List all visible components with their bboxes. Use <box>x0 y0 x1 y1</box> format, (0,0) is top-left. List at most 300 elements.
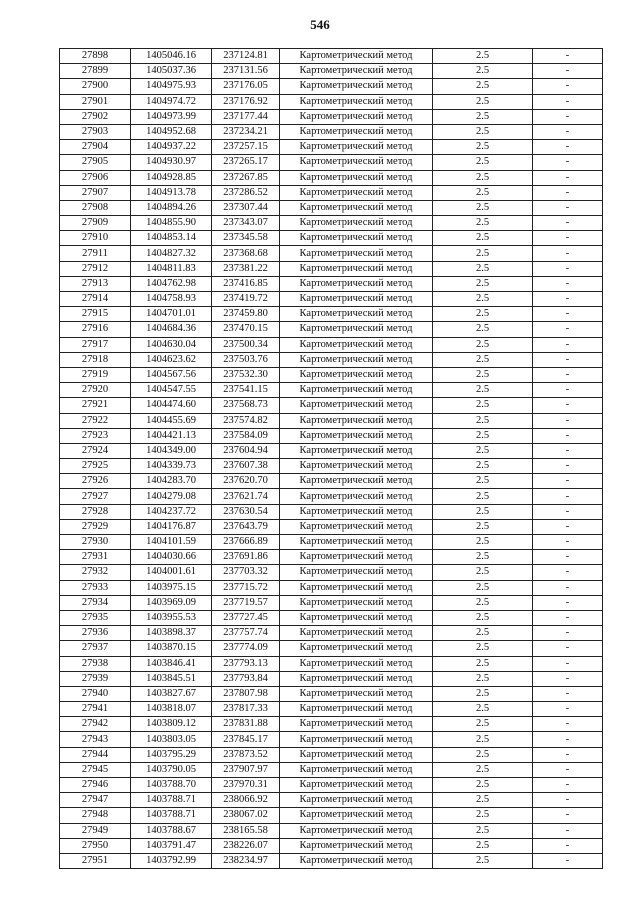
x-coordinate-cell: 1403788.71 <box>131 808 212 823</box>
table-row <box>60 170 603 185</box>
point-number-cell: 27936 <box>60 626 131 641</box>
point-number-cell: 27923 <box>60 428 131 443</box>
method-cell: Картометрический метод <box>280 838 433 853</box>
table-row <box>60 459 603 474</box>
y-coordinate-cell: 237907.97 <box>212 762 280 777</box>
x-coordinate-cell: 1404952.68 <box>131 124 212 139</box>
point-number-cell: 27903 <box>60 124 131 139</box>
y-coordinate-cell: 237176.05 <box>212 79 280 94</box>
x-coordinate-cell: 1403792.99 <box>131 853 212 868</box>
table-row <box>60 793 603 808</box>
table-row <box>60 580 603 595</box>
y-coordinate-cell: 237719.57 <box>212 595 280 610</box>
table-row <box>60 808 603 823</box>
method-cell: Картометрический метод <box>280 246 433 261</box>
method-cell: Картометрический метод <box>280 398 433 413</box>
table-row <box>60 732 603 747</box>
point-number-cell: 27916 <box>60 322 131 337</box>
y-coordinate-cell: 237343.07 <box>212 216 280 231</box>
y-coordinate-cell: 237286.52 <box>212 185 280 200</box>
extra-cell: - <box>533 504 603 519</box>
y-coordinate-cell: 237345.58 <box>212 231 280 246</box>
y-coordinate-cell: 238165.58 <box>212 823 280 838</box>
table-row <box>60 185 603 200</box>
x-coordinate-cell: 1404894.26 <box>131 200 212 215</box>
x-coordinate-cell: 1404937.22 <box>131 140 212 155</box>
precision-cell: 2.5 <box>433 793 533 808</box>
extra-cell: - <box>533 474 603 489</box>
extra-cell: - <box>533 231 603 246</box>
precision-cell: 2.5 <box>433 747 533 762</box>
extra-cell: - <box>533 686 603 701</box>
method-cell: Картометрический метод <box>280 109 433 124</box>
precision-cell: 2.5 <box>433 519 533 534</box>
y-coordinate-cell: 237793.84 <box>212 671 280 686</box>
page-number: 546 <box>310 17 330 32</box>
extra-cell: - <box>533 185 603 200</box>
extra-cell: - <box>533 671 603 686</box>
table-row <box>60 246 603 261</box>
table-row <box>60 94 603 109</box>
point-number-cell: 27937 <box>60 641 131 656</box>
precision-cell: 2.5 <box>433 489 533 504</box>
table-row <box>60 838 603 853</box>
extra-cell: - <box>533 853 603 868</box>
extra-cell: - <box>533 489 603 504</box>
precision-cell: 2.5 <box>433 170 533 185</box>
x-coordinate-cell: 1404811.83 <box>131 261 212 276</box>
extra-cell: - <box>533 155 603 170</box>
x-coordinate-cell: 1404974.72 <box>131 94 212 109</box>
precision-cell: 2.5 <box>433 200 533 215</box>
precision-cell: 2.5 <box>433 109 533 124</box>
table-row <box>60 155 603 170</box>
precision-cell: 2.5 <box>433 565 533 580</box>
extra-cell: - <box>533 702 603 717</box>
table-row <box>60 610 603 625</box>
table-row <box>60 109 603 124</box>
x-coordinate-cell: 1403898.37 <box>131 626 212 641</box>
point-number-cell: 27933 <box>60 580 131 595</box>
method-cell: Картометрический метод <box>280 459 433 474</box>
y-coordinate-cell: 237584.09 <box>212 428 280 443</box>
point-number-cell: 27927 <box>60 489 131 504</box>
y-coordinate-cell: 237368.68 <box>212 246 280 261</box>
table-row <box>60 383 603 398</box>
method-cell: Картометрический метод <box>280 261 433 276</box>
extra-cell: - <box>533 398 603 413</box>
x-coordinate-cell: 1404853.14 <box>131 231 212 246</box>
extra-cell: - <box>533 246 603 261</box>
extra-cell: - <box>533 124 603 139</box>
table-row <box>60 626 603 641</box>
precision-cell: 2.5 <box>433 732 533 747</box>
extra-cell: - <box>533 216 603 231</box>
method-cell: Картометрический метод <box>280 140 433 155</box>
precision-cell: 2.5 <box>433 626 533 641</box>
x-coordinate-cell: 1403788.70 <box>131 778 212 793</box>
precision-cell: 2.5 <box>433 474 533 489</box>
precision-cell: 2.5 <box>433 64 533 79</box>
extra-cell: - <box>533 94 603 109</box>
x-coordinate-cell: 1404567.56 <box>131 367 212 382</box>
precision-cell: 2.5 <box>433 702 533 717</box>
precision-cell: 2.5 <box>433 261 533 276</box>
extra-cell: - <box>533 823 603 838</box>
precision-cell: 2.5 <box>433 610 533 625</box>
method-cell: Картометрический метод <box>280 307 433 322</box>
precision-cell: 2.5 <box>433 671 533 686</box>
point-number-cell: 27912 <box>60 261 131 276</box>
table-row <box>60 231 603 246</box>
x-coordinate-cell: 1404001.61 <box>131 565 212 580</box>
y-coordinate-cell: 237774.09 <box>212 641 280 656</box>
x-coordinate-cell: 1403803.05 <box>131 732 212 747</box>
table-row <box>60 778 603 793</box>
precision-cell: 2.5 <box>433 140 533 155</box>
y-coordinate-cell: 237381.22 <box>212 261 280 276</box>
point-number-cell: 27929 <box>60 519 131 534</box>
extra-cell: - <box>533 459 603 474</box>
precision-cell: 2.5 <box>433 367 533 382</box>
x-coordinate-cell: 1404855.90 <box>131 216 212 231</box>
precision-cell: 2.5 <box>433 49 533 64</box>
point-number-cell: 27910 <box>60 231 131 246</box>
extra-cell: - <box>533 322 603 337</box>
y-coordinate-cell: 237541.15 <box>212 383 280 398</box>
extra-cell: - <box>533 200 603 215</box>
x-coordinate-cell: 1404283.70 <box>131 474 212 489</box>
table-row <box>60 322 603 337</box>
table-row <box>60 79 603 94</box>
method-cell: Картометрический метод <box>280 762 433 777</box>
x-coordinate-cell: 1404827.32 <box>131 246 212 261</box>
method-cell: Картометрический метод <box>280 717 433 732</box>
point-number-cell: 27943 <box>60 732 131 747</box>
x-coordinate-cell: 1403827.67 <box>131 686 212 701</box>
point-number-cell: 27899 <box>60 64 131 79</box>
table-row <box>60 443 603 458</box>
method-cell: Картометрический метод <box>280 94 433 109</box>
precision-cell: 2.5 <box>433 124 533 139</box>
point-number-cell: 27906 <box>60 170 131 185</box>
precision-cell: 2.5 <box>433 352 533 367</box>
point-number-cell: 27940 <box>60 686 131 701</box>
x-coordinate-cell: 1404913.78 <box>131 185 212 200</box>
x-coordinate-cell: 1404101.59 <box>131 535 212 550</box>
precision-cell: 2.5 <box>433 504 533 519</box>
x-coordinate-cell: 1403795.29 <box>131 747 212 762</box>
method-cell: Картометрический метод <box>280 367 433 382</box>
x-coordinate-cell: 1404975.93 <box>131 79 212 94</box>
extra-cell: - <box>533 292 603 307</box>
point-number-cell: 27938 <box>60 656 131 671</box>
point-number-cell: 27941 <box>60 702 131 717</box>
y-coordinate-cell: 237416.85 <box>212 276 280 291</box>
y-coordinate-cell: 238067.02 <box>212 808 280 823</box>
x-coordinate-cell: 1404421.13 <box>131 428 212 443</box>
x-coordinate-cell: 1404701.01 <box>131 307 212 322</box>
table-row <box>60 535 603 550</box>
x-coordinate-cell: 1403818.07 <box>131 702 212 717</box>
method-cell: Картометрический метод <box>280 474 433 489</box>
point-number-cell: 27931 <box>60 550 131 565</box>
method-cell: Картометрический метод <box>280 641 433 656</box>
table-row <box>60 49 603 64</box>
point-number-cell: 27902 <box>60 109 131 124</box>
extra-cell: - <box>533 778 603 793</box>
precision-cell: 2.5 <box>433 292 533 307</box>
extra-cell: - <box>533 535 603 550</box>
table-row <box>60 337 603 352</box>
precision-cell: 2.5 <box>433 231 533 246</box>
method-cell: Картометрический метод <box>280 656 433 671</box>
x-coordinate-cell: 1403845.51 <box>131 671 212 686</box>
method-cell: Картометрический метод <box>280 535 433 550</box>
method-cell: Картометрический метод <box>280 793 433 808</box>
y-coordinate-cell: 237831.88 <box>212 717 280 732</box>
method-cell: Картометрический метод <box>280 352 433 367</box>
y-coordinate-cell: 237307.44 <box>212 200 280 215</box>
y-coordinate-cell: 237459.80 <box>212 307 280 322</box>
table-row <box>60 686 603 701</box>
precision-cell: 2.5 <box>433 94 533 109</box>
point-number-cell: 27900 <box>60 79 131 94</box>
x-coordinate-cell: 1404758.93 <box>131 292 212 307</box>
x-coordinate-cell: 1404973.99 <box>131 109 212 124</box>
point-number-cell: 27950 <box>60 838 131 853</box>
method-cell: Картометрический метод <box>280 671 433 686</box>
x-coordinate-cell: 1403969.09 <box>131 595 212 610</box>
extra-cell: - <box>533 443 603 458</box>
extra-cell: - <box>533 808 603 823</box>
method-cell: Картометрический метод <box>280 595 433 610</box>
method-cell: Картометрический метод <box>280 626 433 641</box>
method-cell: Картометрический метод <box>280 124 433 139</box>
extra-cell: - <box>533 352 603 367</box>
point-number-cell: 27932 <box>60 565 131 580</box>
point-number-cell: 27915 <box>60 307 131 322</box>
point-number-cell: 27904 <box>60 140 131 155</box>
method-cell: Картометрический метод <box>280 686 433 701</box>
table-row <box>60 747 603 762</box>
method-cell: Картометрический метод <box>280 155 433 170</box>
precision-cell: 2.5 <box>433 337 533 352</box>
y-coordinate-cell: 237604.94 <box>212 443 280 458</box>
extra-cell: - <box>533 519 603 534</box>
y-coordinate-cell: 237470.15 <box>212 322 280 337</box>
x-coordinate-cell: 1404762.98 <box>131 276 212 291</box>
table-row <box>60 276 603 291</box>
y-coordinate-cell: 237715.72 <box>212 580 280 595</box>
point-number-cell: 27935 <box>60 610 131 625</box>
table-row <box>60 519 603 534</box>
y-coordinate-cell: 237532.30 <box>212 367 280 382</box>
extra-cell: - <box>533 109 603 124</box>
y-coordinate-cell: 237503.76 <box>212 352 280 367</box>
precision-cell: 2.5 <box>433 413 533 428</box>
point-number-cell: 27949 <box>60 823 131 838</box>
table-row <box>60 413 603 428</box>
y-coordinate-cell: 238234.97 <box>212 853 280 868</box>
y-coordinate-cell: 237265.17 <box>212 155 280 170</box>
extra-cell: - <box>533 747 603 762</box>
x-coordinate-cell: 1404339.73 <box>131 459 212 474</box>
table-row <box>60 261 603 276</box>
x-coordinate-cell: 1404455.69 <box>131 413 212 428</box>
x-coordinate-cell: 1404176.87 <box>131 519 212 534</box>
extra-cell: - <box>533 337 603 352</box>
table-row <box>60 140 603 155</box>
x-coordinate-cell: 1403790.05 <box>131 762 212 777</box>
method-cell: Картометрический метод <box>280 610 433 625</box>
point-number-cell: 27922 <box>60 413 131 428</box>
extra-cell: - <box>533 261 603 276</box>
y-coordinate-cell: 237643.79 <box>212 519 280 534</box>
y-coordinate-cell: 237500.34 <box>212 337 280 352</box>
y-coordinate-cell: 237568.73 <box>212 398 280 413</box>
extra-cell: - <box>533 717 603 732</box>
y-coordinate-cell: 237970.31 <box>212 778 280 793</box>
table-row <box>60 641 603 656</box>
y-coordinate-cell: 237234.21 <box>212 124 280 139</box>
y-coordinate-cell: 237131.56 <box>212 64 280 79</box>
extra-cell: - <box>533 762 603 777</box>
x-coordinate-cell: 1404930.97 <box>131 155 212 170</box>
point-number-cell: 27898 <box>60 49 131 64</box>
extra-cell: - <box>533 140 603 155</box>
extra-cell: - <box>533 49 603 64</box>
table-row <box>60 216 603 231</box>
precision-cell: 2.5 <box>433 307 533 322</box>
precision-cell: 2.5 <box>433 322 533 337</box>
method-cell: Картометрический метод <box>280 778 433 793</box>
extra-cell: - <box>533 610 603 625</box>
x-coordinate-cell: 1403975.15 <box>131 580 212 595</box>
method-cell: Картометрический метод <box>280 383 433 398</box>
precision-cell: 2.5 <box>433 185 533 200</box>
table-row <box>60 124 603 139</box>
point-number-cell: 27901 <box>60 94 131 109</box>
x-coordinate-cell: 1404684.36 <box>131 322 212 337</box>
extra-cell: - <box>533 838 603 853</box>
table-row <box>60 717 603 732</box>
y-coordinate-cell: 237177.44 <box>212 109 280 124</box>
table-row <box>60 64 603 79</box>
method-cell: Картометрический метод <box>280 337 433 352</box>
x-coordinate-cell: 1404623.62 <box>131 352 212 367</box>
point-number-cell: 27945 <box>60 762 131 777</box>
method-cell: Картометрический метод <box>280 519 433 534</box>
precision-cell: 2.5 <box>433 550 533 565</box>
table-row <box>60 352 603 367</box>
y-coordinate-cell: 237727.45 <box>212 610 280 625</box>
method-cell: Картометрический метод <box>280 580 433 595</box>
method-cell: Картометрический метод <box>280 322 433 337</box>
y-coordinate-cell: 237703.32 <box>212 565 280 580</box>
method-cell: Картометрический метод <box>280 413 433 428</box>
y-coordinate-cell: 237873.52 <box>212 747 280 762</box>
point-number-cell: 27939 <box>60 671 131 686</box>
method-cell: Картометрический метод <box>280 853 433 868</box>
table-row <box>60 307 603 322</box>
extra-cell: - <box>533 565 603 580</box>
method-cell: Картометрический метод <box>280 231 433 246</box>
point-number-cell: 27921 <box>60 398 131 413</box>
precision-cell: 2.5 <box>433 838 533 853</box>
extra-cell: - <box>533 550 603 565</box>
point-number-cell: 27944 <box>60 747 131 762</box>
method-cell: Картометрический метод <box>280 292 433 307</box>
y-coordinate-cell: 237793.13 <box>212 656 280 671</box>
method-cell: Картометрический метод <box>280 565 433 580</box>
table-row <box>60 428 603 443</box>
table-row <box>60 367 603 382</box>
table-row <box>60 292 603 307</box>
y-coordinate-cell: 237620.70 <box>212 474 280 489</box>
extra-cell: - <box>533 626 603 641</box>
x-coordinate-cell: 1404279.08 <box>131 489 212 504</box>
point-number-cell: 27928 <box>60 504 131 519</box>
x-coordinate-cell: 1403788.71 <box>131 793 212 808</box>
precision-cell: 2.5 <box>433 641 533 656</box>
method-cell: Картометрический метод <box>280 489 433 504</box>
y-coordinate-cell: 237807.98 <box>212 686 280 701</box>
method-cell: Картометрический метод <box>280 276 433 291</box>
extra-cell: - <box>533 383 603 398</box>
precision-cell: 2.5 <box>433 535 533 550</box>
coordinates-table <box>59 48 603 869</box>
x-coordinate-cell: 1404349.00 <box>131 443 212 458</box>
x-coordinate-cell: 1404474.60 <box>131 398 212 413</box>
precision-cell: 2.5 <box>433 686 533 701</box>
x-coordinate-cell: 1403870.15 <box>131 641 212 656</box>
method-cell: Картометрический метод <box>280 732 433 747</box>
y-coordinate-cell: 238226.07 <box>212 838 280 853</box>
x-coordinate-cell: 1403809.12 <box>131 717 212 732</box>
extra-cell: - <box>533 656 603 671</box>
extra-cell: - <box>533 307 603 322</box>
precision-cell: 2.5 <box>433 595 533 610</box>
precision-cell: 2.5 <box>433 778 533 793</box>
table-row <box>60 823 603 838</box>
y-coordinate-cell: 237691.86 <box>212 550 280 565</box>
y-coordinate-cell: 237630.54 <box>212 504 280 519</box>
point-number-cell: 27926 <box>60 474 131 489</box>
precision-cell: 2.5 <box>433 656 533 671</box>
y-coordinate-cell: 237845.17 <box>212 732 280 747</box>
method-cell: Картометрический метод <box>280 200 433 215</box>
x-coordinate-cell: 1405046.16 <box>131 49 212 64</box>
table-row <box>60 565 603 580</box>
precision-cell: 2.5 <box>433 717 533 732</box>
method-cell: Картометрический метод <box>280 747 433 762</box>
method-cell: Картометрический метод <box>280 808 433 823</box>
table-row <box>60 702 603 717</box>
precision-cell: 2.5 <box>433 428 533 443</box>
table-row <box>60 595 603 610</box>
extra-cell: - <box>533 367 603 382</box>
table-row <box>60 474 603 489</box>
method-cell: Картометрический метод <box>280 702 433 717</box>
extra-cell: - <box>533 79 603 94</box>
table-row <box>60 762 603 777</box>
point-number-cell: 27947 <box>60 793 131 808</box>
point-number-cell: 27909 <box>60 216 131 231</box>
method-cell: Картометрический метод <box>280 185 433 200</box>
precision-cell: 2.5 <box>433 459 533 474</box>
method-cell: Картометрический метод <box>280 504 433 519</box>
